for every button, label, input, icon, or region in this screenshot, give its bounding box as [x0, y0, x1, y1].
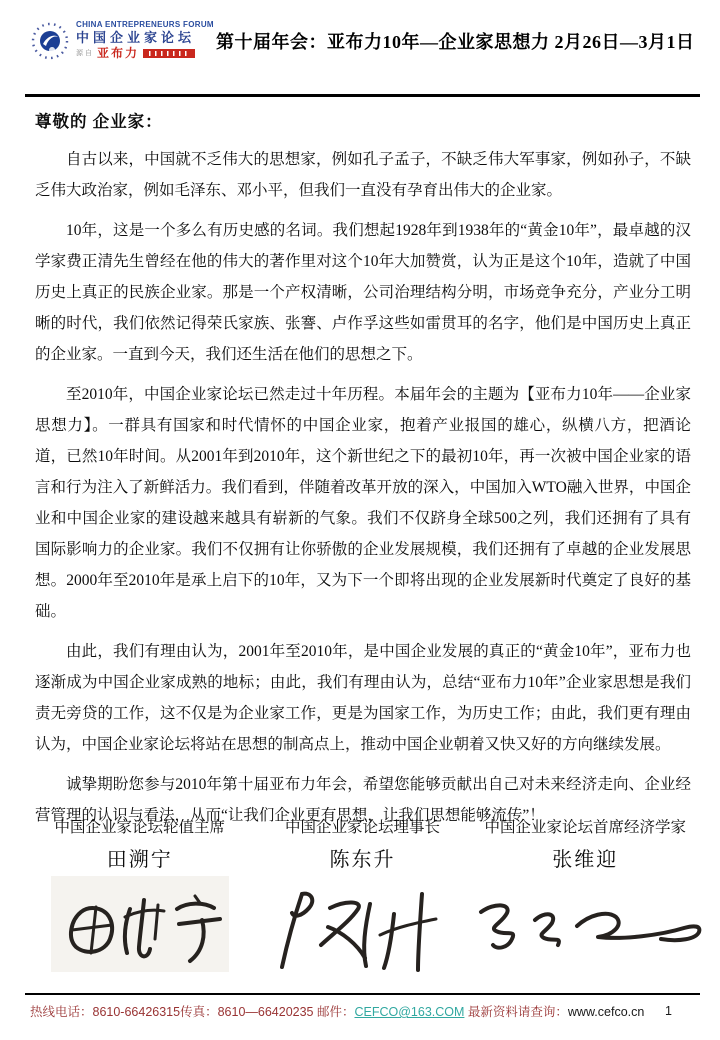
signature-block-director [253, 815, 472, 972]
paragraph-3: 至2010年，中国企业家论坛已然走过十年历程。本届年会的主题为【亚布力10年——企业家思想力】。一群具有国家和时代情怀的中国企业家，抱着产业报国的雄心，纵横八方，把酒论道，已然10年时间。从2001年到2010年，这个新世纪之下的最初10年，再一次被中国企业家的语言和行为注入了新鲜活力。我们看到，伴随着改革开放的深入，中国加入WTO融入世界，中国企业和中国企业家的建设越来越具有崭新的气象。我们不仅跻身全球500之列，我们还拥有了具有国际影响力的企业家。我们不仅拥有让你骄傲的企业发展规模，我们还拥有了卓越的企业发展思想。2000年至2010年是承上启下的10年，又为下一个即将出现的企业发展新时代奠定了良好的基础。 [35, 386, 691, 620]
footer-email-link[interactable]: CEFCO@163.COM [354, 1005, 465, 1019]
header-divider [25, 94, 700, 97]
signature-section [30, 815, 695, 972]
paragraph-5: 诚挚期盼您参与2010年第十届亚布力年会，希望您能够贡献出自己对未来经济走向、企业经营管理的认识与看法，从而“让我们企业更有思想，让我们思想能够流传”！ [35, 776, 691, 824]
footer-website: www.cefco.cn [567, 1005, 645, 1019]
letter-body [35, 106, 691, 840]
page-number: 1 [665, 1004, 672, 1018]
signature-zhang-weiying-icon [465, 876, 705, 966]
logo-origin-name: 亚布力 [97, 46, 140, 61]
footer-divider [25, 993, 700, 995]
signer-name: 张维迎 [552, 849, 619, 871]
red-badge-icon [143, 49, 195, 58]
logo-origin-prefix: 源自 [76, 49, 94, 58]
globe-dots-emblem-icon [30, 21, 70, 61]
signer-title: 中国企业家论坛首席经济学家 [484, 819, 687, 836]
paragraph-1: 自古以来，中国就不乏伟大的思想家，例如孔子孟子，不缺乏伟大军事家，例如孙子，不缺乏伟大政治家，例如毛泽东、邓小平，但我们一直没有孕育出伟大的企业家。 [35, 151, 691, 199]
page-footer [30, 1002, 672, 1020]
document-title: 第十届年会：亚布力10年—企业家思想力 2月26日—3月1日 [216, 31, 695, 52]
logo-english-name: CHINA ENTREPRENEURS FORUM [76, 20, 214, 29]
signer-title: 中国企业家论坛理事长 [284, 819, 440, 836]
paragraph-4: 由此，我们有理由认为，2001年至2010年，是中国企业发展的真正的“黄金10年”，亚布力也逐渐成为中国企业家成熟的地标；由此，我们有理由认为，总结“亚布力10年”企业家思想是我们责无旁贷的工作，这不仅是为企业家工作，更是为国家工作，为历史工作；由此，我们更有理由认为，中国企业家论坛将站在思想的制高点上，推动中国企业朝着又快又好的方向继续发展。 [35, 643, 691, 753]
signature-chen-dongsheng-icon [270, 876, 455, 972]
signature-block-chief-economist [476, 815, 695, 972]
footer-query-label: 最新资料请查询： [464, 1005, 568, 1019]
forum-logo [30, 20, 214, 61]
logo-chinese-name: 中国企业家论坛 [76, 30, 196, 45]
paragraph-2: 10年，这是一个多么有历史感的名词。我们想起1928年到1938年的“黄金10年”，最卓越的汉学家费正清先生曾经在他的伟大的著作里对这个10年大加赞赏，认为正是这个10年，造就了中国历史上真正的民族企业家。那是一个产权清晰，公司治理结构分明，市场竞争充分，产业分工明晰的时代，我们依然记得荣氏家族、张謇、卢作孚这些如雷贯耳的名字，他们是中国历史上真正的企业家。一直到今天，我们还生活在他们的思想之下。 [35, 222, 691, 363]
salutation: 尊敬的 企业家： [35, 112, 163, 131]
signature-tian-suning-icon [51, 876, 229, 972]
signature-block-chairman [30, 815, 249, 972]
signer-title: 中国企业家论坛轮值主席 [54, 819, 225, 836]
signer-name: 田溯宁 [106, 849, 173, 871]
signer-name: 陈东升 [329, 849, 396, 871]
page-header [30, 20, 695, 61]
footer-contact-text: 热线电话：8610-66426315传真：8610—66420235 邮件： [30, 1005, 355, 1019]
